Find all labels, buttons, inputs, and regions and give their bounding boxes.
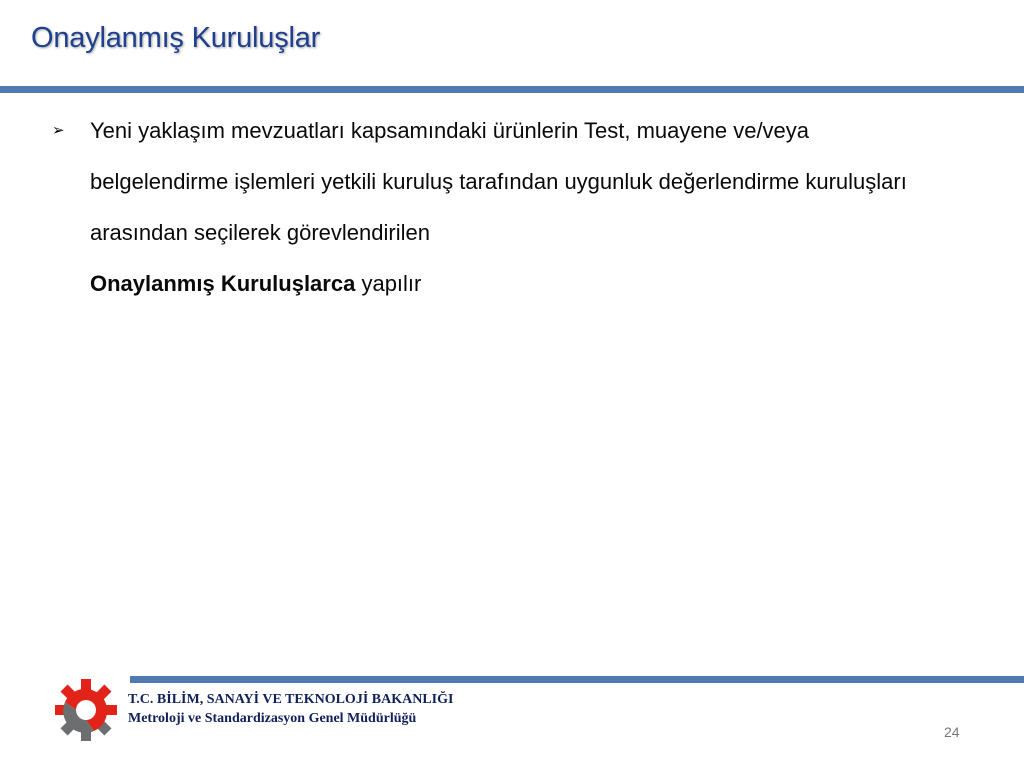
- bullet-text: [90, 105, 940, 309]
- slide-content: [52, 108, 952, 309]
- gear-logo-icon: [52, 676, 120, 744]
- bullet-item: [52, 108, 952, 309]
- footer-divider: [130, 676, 1024, 683]
- ministry-name: T.C. BİLİM, SANAYİ VE TEKNOLOJİ BAKANLIĞI: [128, 692, 454, 707]
- page-number: 24: [944, 724, 960, 740]
- bullet-text-end: yapılır: [361, 271, 422, 296]
- organization-name: [128, 690, 453, 728]
- bullet-text-main: Yeni yaklaşım mevzuatları kapsamındaki ürünlerin Test, muayene ve/veya belgelendirme işlemleri yetkili kuruluş tarafından uygunluk değerlendirme kuruluşları arasından seçilerek görevlendirilen: [90, 118, 907, 245]
- slide-title: Onaylanmış Kuruluşlar: [31, 22, 321, 54]
- bullet-text-bold: Onaylanmış Kuruluşlarca: [90, 271, 356, 296]
- title-divider: [0, 86, 1024, 93]
- arrow-bullet-icon: ➢: [52, 122, 65, 139]
- directorate-name: Metroloji ve Standardizasyon Genel Müdürlüğü: [128, 711, 417, 726]
